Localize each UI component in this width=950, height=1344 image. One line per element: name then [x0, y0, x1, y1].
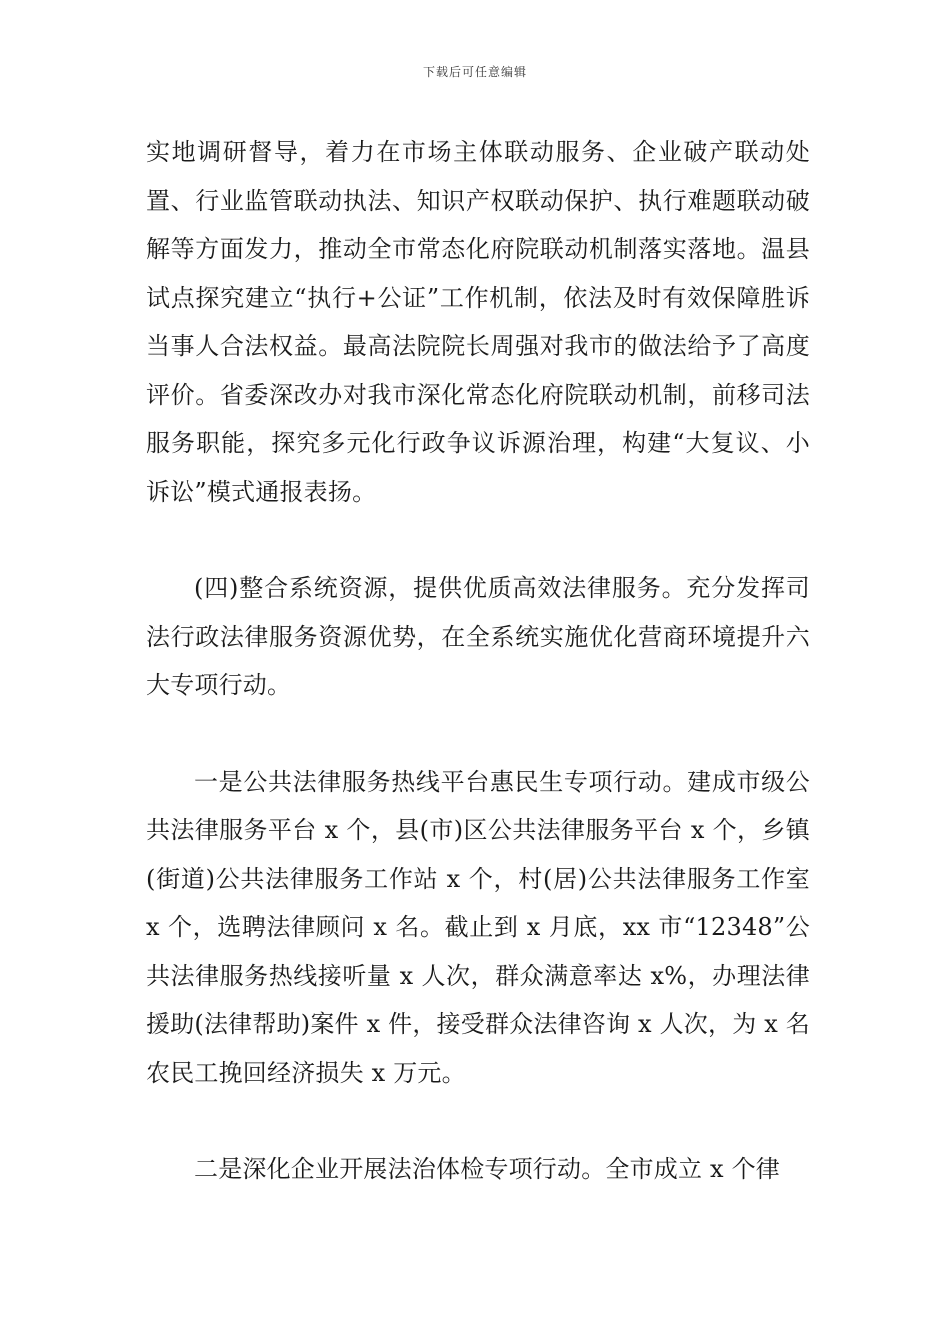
paragraph-gap — [146, 1097, 810, 1145]
paragraph-gap — [146, 710, 810, 758]
paragraph-4: 二是深化企业开展法治体检专项行动。全市成立 x 个律 — [194, 1155, 780, 1183]
document-body — [146, 128, 810, 1194]
paragraph-2: (四)整合系统资源，提供优质高效法律服务。充分发挥司法行政法律服务资源优势，在全系统实施优化营商环境提升六大专项行动。 — [146, 574, 810, 699]
paragraph-1: 实地调研督导，着力在市场主体联动服务、企业破产联动处置、行业监管联动执法、知识产权联动保护、执行难题联动破解等方面发力，推动全市常态化府院联动机制落实落地。温县试点探究建立“执行+公证”工作机制，依法及时有效保障胜诉当事人合法权益。最高法院院长周强对我市的做法给予了高度评价。省委深改办对我市深化常态化府院联动机制，前移司法服务职能，探究多元化行政争议诉源治理，构建“大复议、小诉讼”模式通报表扬。 — [146, 138, 810, 506]
paragraph-gap — [146, 516, 810, 564]
paragraph-3: 一是公共法律服务热线平台惠民生专项行动。建成市级公共法律服务平台 x 个，县(市)区公共法律服务平台 x 个，乡镇(街道)公共法律服务工作站 x 个，村(居)公共法律服务工作室 x 个，选聘法律顾问 x 名。截止到 x 月底，xx 市“12348”公共法律服务热线接听量 x 人次，群众满意率达 x%，办理法律援助(法律帮助)案件 x 件，接受群众法律咨询 x 人次，为 x 名农民工挽回经济损失 x 万元。 — [146, 767, 810, 1087]
page-header-note: 下载后可任意编辑 — [422, 65, 527, 79]
